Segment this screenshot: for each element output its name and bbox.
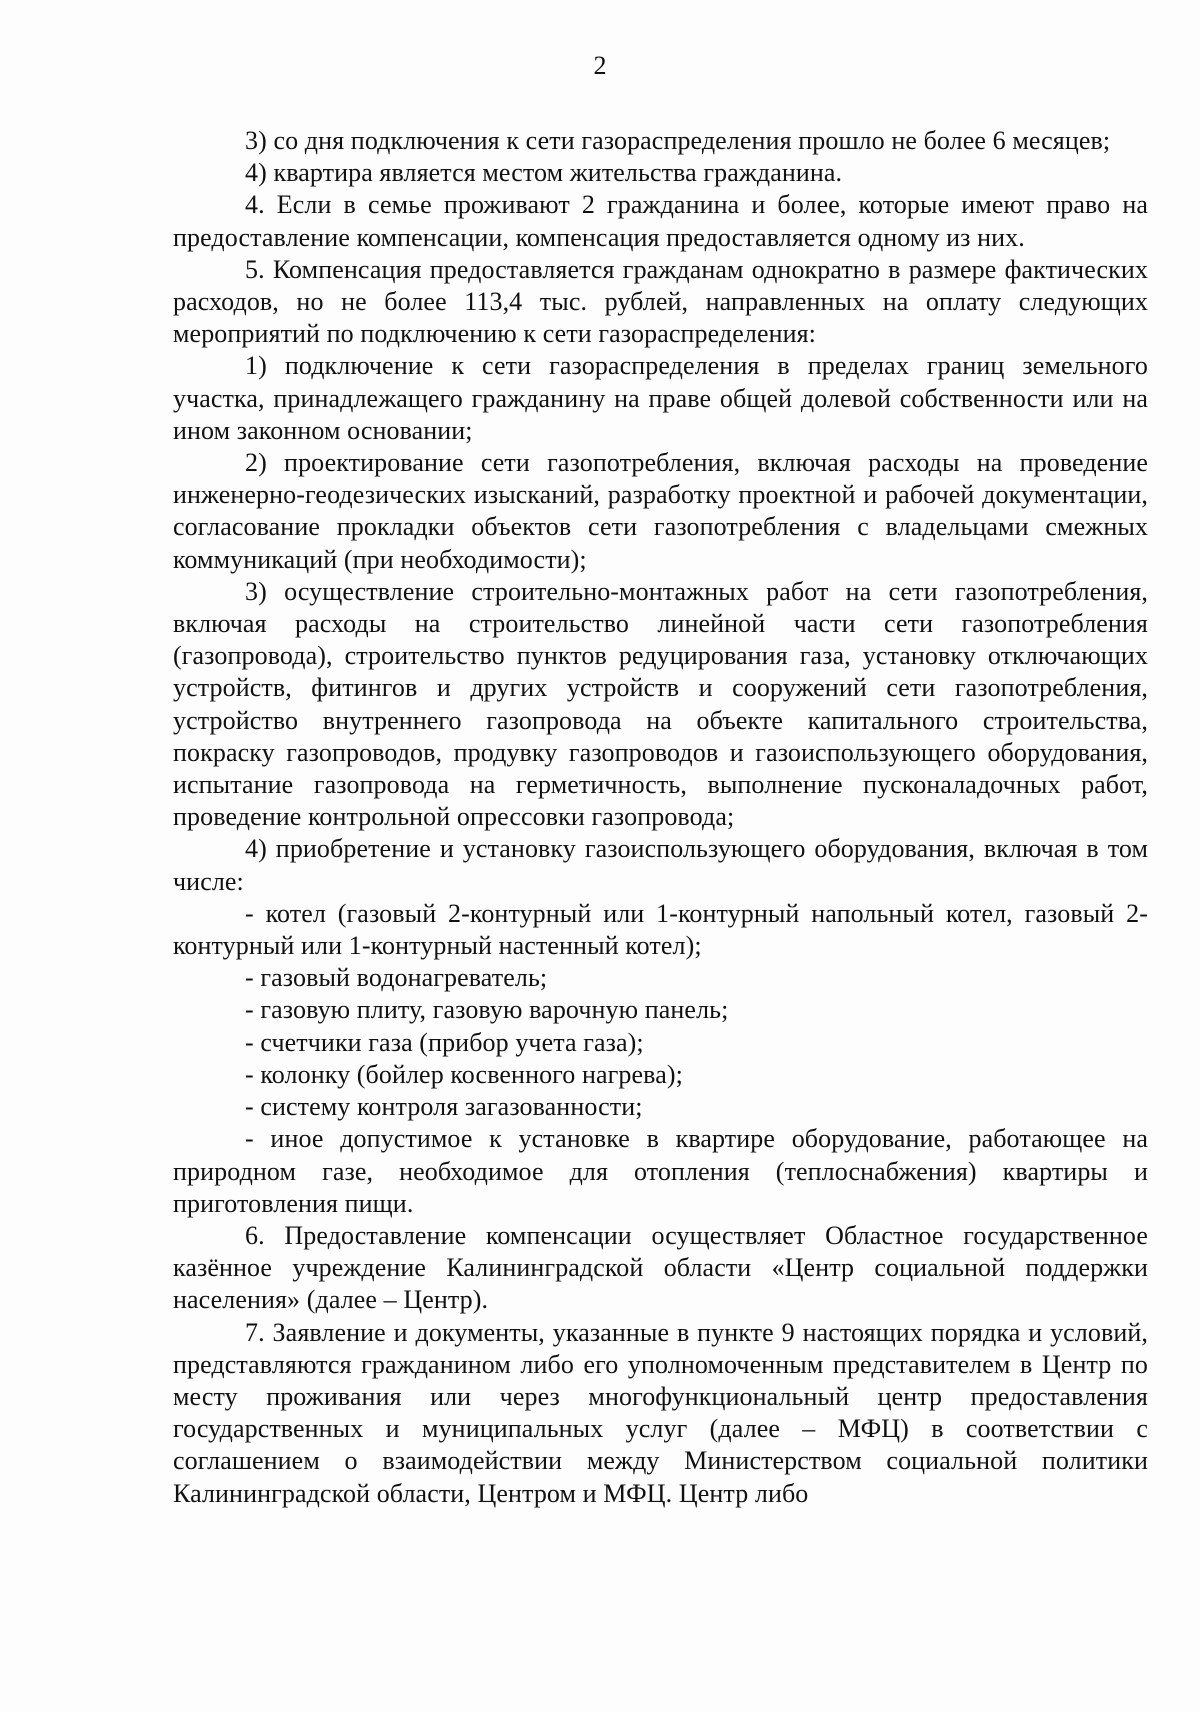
list-item-other-equipment: - иное допустимое к установке в квартире оборудование, работающее на природном газе, необходимое для отопления (теплоснабжения) квартиры и приготовления пищи.	[173, 1124, 1148, 1218]
page-number: 2	[593, 51, 607, 80]
paragraph-clause-5-item-3: 3) осуществление строительно-монтажных работ на сети газопотребления, включая расходы на строительство линейной части сети газопотребления (газопровода), строительство пунктов редуцирования газа, установку отключающих устройств, фитингов и других устройств и сооружений сети газопотребления, устройство внутреннего газопровода на объекте капитального строительства, покраску газопроводов, продувку газопроводов и газоиспользующего оборудования, испытание газопровода на герметичность, выполнение пусконаладочных работ, проведение контрольной опрессовки газопровода;	[173, 576, 1148, 832]
paragraph-clause-7: 7. Заявление и документы, указанные в пункте 9 настоящих порядка и условий, представляются гражданином либо его уполномоченным представителем в Центр по месту проживания или через многофункциональный центр предоставления государственных и муниципальных услуг (далее – МФЦ) в соответствии с соглашением о взаимодействии между Министерством социальной политики Калининградской области, Центром и МФЦ. Центр либо	[173, 1317, 1148, 1508]
list-item-boiler: - котел (газовый 2-контурный или 1-контурный напольный котел, газовый 2-контурный или 1-контурный настенный котел);	[173, 898, 1148, 961]
paragraph-item-4: 4) квартира является местом жительства гражданина.	[245, 158, 843, 188]
list-item-water-heater: - газовый водонагреватель;	[245, 963, 548, 993]
paragraph-clause-5-item-1: 1) подключение к сети газораспределения в пределах границ земельного участка, принадлежащего гражданину на праве общей долевой собственности или на ином законном основании;	[173, 351, 1148, 445]
list-item-gas-meter: - счетчики газа (прибор учета газа);	[245, 1027, 644, 1057]
paragraph-clause-6: 6. Предоставление компенсации осуществляет Областное государственное казённое учреждение Калининградской области «Центр социальной поддержки населения» (далее – Центр).	[173, 1220, 1148, 1315]
paragraph-clause-4: 4. Если в семье проживают 2 гражданина и более, которые имеют право на предоставление компенсации, компенсация предоставляется одному из них.	[173, 190, 1148, 252]
paragraph-clause-5-item-2: 2) проектирование сети газопотребления, включая расходы на проведение инженерно-геодезических изысканий, разработку проектной и рабочей документации, согласование прокладки объектов сети газопотребления с владельцами смежных коммуникаций (при необходимости);	[173, 448, 1148, 574]
paragraph-clause-5-item-4: 4) приобретение и установку газоиспользующего оборудования, включая в том числе:	[173, 834, 1148, 896]
paragraph-item-3: 3) со дня подключения к сети газораспределения прошло не более 6 месяцев;	[245, 126, 1111, 155]
list-item-gas-stove: - газовую плиту, газовую варочную панель;	[245, 995, 729, 1025]
list-item-gas-control: - систему контроля загазованности;	[245, 1092, 643, 1122]
paragraph-clause-5: 5. Компенсация предоставляется гражданам однократно в размере фактических расходов, но не более 113,4 тыс. рублей, направленных на оплату следующих мероприятий по подключению к сети газораспределения:	[173, 254, 1148, 349]
list-item-column: - колонку (бойлер косвенного нагрева);	[245, 1059, 683, 1089]
document-body	[173, 125, 1148, 1510]
